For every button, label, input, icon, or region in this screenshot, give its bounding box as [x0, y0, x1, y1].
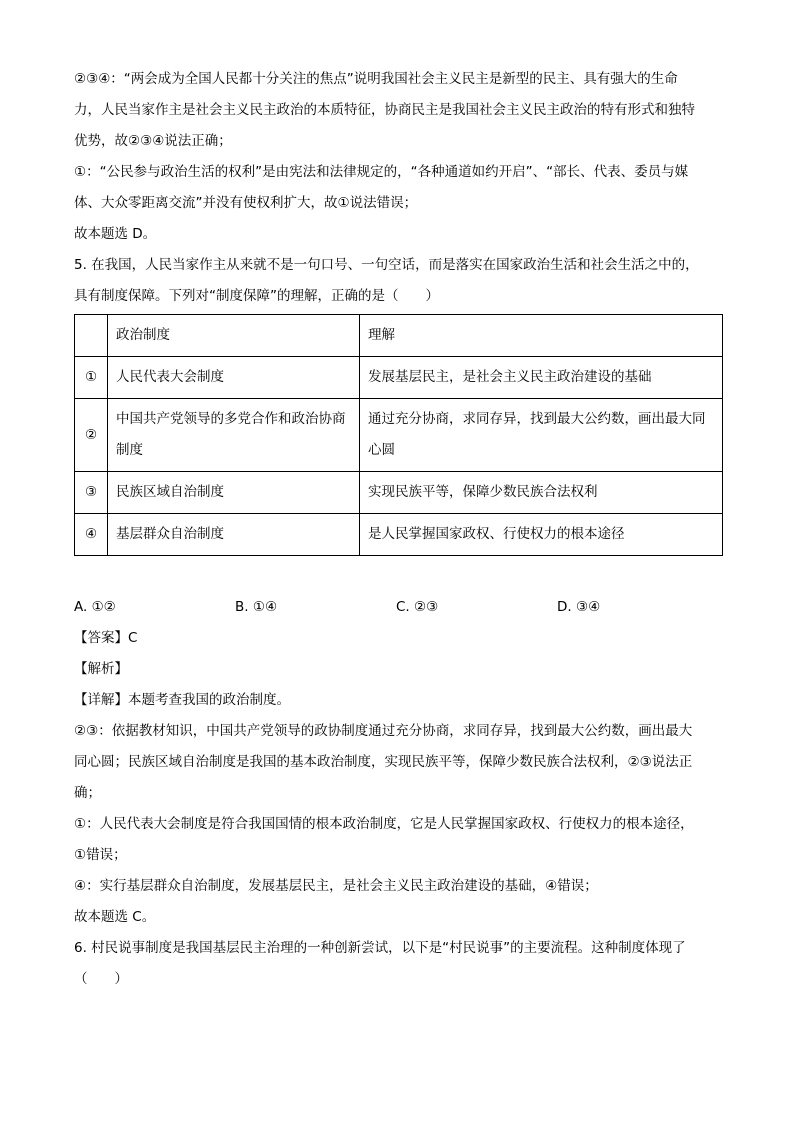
text-line: 6. 村民说事制度是我国基层民主治理的一种创新尝试，以下是“村民说事”的主要流程。这种制度体现了: [74, 940, 686, 956]
table-row: [75, 357, 723, 399]
text-line: 故本题选 C。: [74, 909, 156, 925]
system-cell: 基层群众自治制度: [108, 514, 360, 556]
text-line: 5. 在我国，人民当家作主从来就不是一句口号、一句空话，而是落实在国家政治生活和社会生活之中的，: [74, 257, 699, 273]
text-line: 同心圆；民族区域自治制度是我国的基本政治制度，实现民族平等，保障少数民族合法权利，②③说法正: [74, 754, 693, 770]
system-cell: 中国共产党领导的多党合作和政治协商制度: [108, 399, 360, 472]
text-line: 优势，故②③④说法正确；: [74, 133, 232, 149]
option-a: A. ①②: [74, 599, 116, 615]
row-number: ④: [75, 514, 108, 556]
text-line: ②③④：“两会成为全国人民都十分关注的焦点”说明我国社会主义民主是新型的民主、具有强大的生命: [74, 71, 678, 87]
answer-value: C: [128, 630, 138, 646]
understanding-cell: 实现民族平等，保障少数民族合法权利: [360, 472, 723, 514]
text-line: ④：实行基层群众自治制度，发展基层民主，是社会主义民主政治建设的基础，④错误；: [74, 878, 598, 894]
political-system-table: [74, 314, 723, 556]
table-header-cell: [75, 315, 108, 357]
understanding-cell: 通过充分协商，求同存异，找到最大公约数，画出最大同心圆: [360, 399, 723, 472]
text-line: 具有制度保障。下列对“制度保障”的理解，正确的是（ ）: [74, 288, 439, 304]
row-number: ②: [75, 399, 108, 472]
detail-text: 本题考查我国的政治制度。: [128, 692, 290, 708]
detail-line: [74, 685, 724, 716]
system-cell: 民族区域自治制度: [108, 472, 360, 514]
table-row: [75, 472, 723, 514]
table-row: [75, 514, 723, 556]
previous-answer-analysis: [74, 64, 724, 250]
answer-line: [74, 623, 724, 654]
option-b: B. ①④: [235, 599, 278, 615]
answer-tag: 【答案】: [74, 630, 128, 646]
text-line: 力，人民当家作主是社会主义民主政治的本质特征，协商民主是我国社会主义民主政治的特有形式和独特: [74, 102, 695, 118]
text-line: 故本题选 D。: [74, 226, 157, 242]
analysis-tag: 【解析】: [74, 661, 128, 677]
understanding-cell: 是人民掌握国家政权、行使权力的根本途径: [360, 514, 723, 556]
row-number: ①: [75, 357, 108, 399]
detail-tag: 【详解】: [74, 692, 128, 708]
row-number: ③: [75, 472, 108, 514]
table-header-cell: 政治制度: [108, 315, 360, 357]
system-cell: 人民代表大会制度: [108, 357, 360, 399]
text-line: 体、大众零距离交流”并没有使权利扩大，故①说法错误；: [74, 195, 418, 211]
text-line: ①：“公民参与政治生活的权利”是由宪法和法律规定的，“各种通道如约开启”、“部长、代表、委员与媒: [74, 164, 689, 180]
table-row: [75, 399, 723, 472]
answer-options: [74, 592, 724, 623]
option-d: D. ③④: [557, 599, 601, 615]
table-header-row: [75, 315, 723, 357]
text-line: （ ）: [74, 971, 128, 987]
option-c: C. ②③: [396, 599, 439, 615]
text-line: 确；: [74, 785, 101, 801]
understanding-cell: 发展基层民主，是社会主义民主政治建设的基础: [360, 357, 723, 399]
table-header-cell: 理解: [360, 315, 723, 357]
question-6-stem: [74, 933, 724, 995]
question-5-solution: [74, 623, 724, 933]
text-line: ①错误；: [74, 847, 127, 863]
text-line: ①：人民代表大会制度是符合我国国情的根本政治制度，它是人民掌握国家政权、行使权力的根本途径，: [74, 816, 694, 832]
question-5-stem: [74, 250, 724, 312]
text-line: ②③：依据教材知识，中国共产党领导的政协制度通过充分协商，求同存异，找到最大公约数，画出最大: [74, 723, 693, 739]
